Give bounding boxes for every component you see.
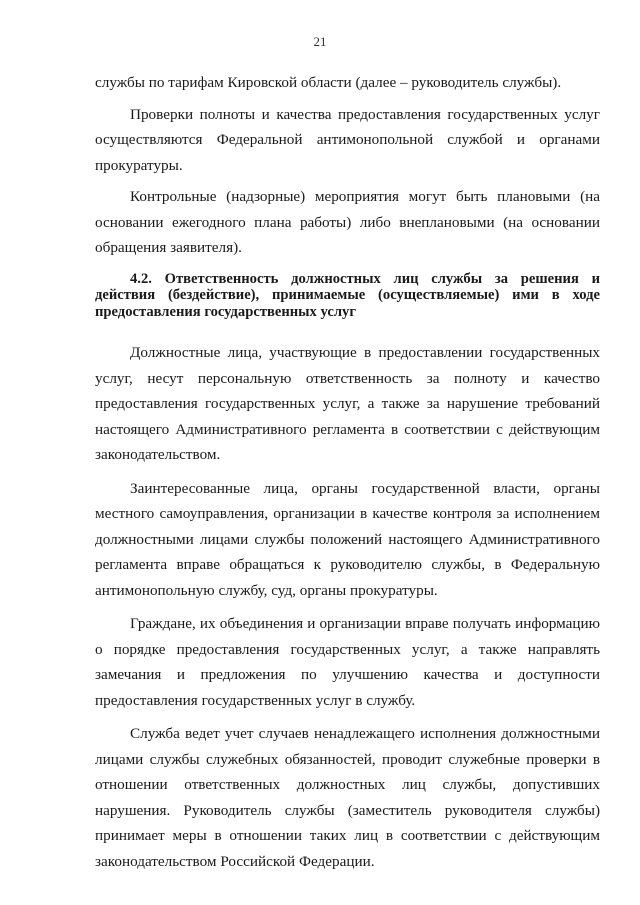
section-heading-4-2: 4.2. Ответственность должностных лиц службы за решения и действия (бездействие), принимаемые (осуществляемые) ими в ходе предоставления государственных услуг xyxy=(95,270,600,320)
paragraph-inspections: Проверки полноты и качества предоставления государственных услуг осуществляются Федеральной антимонопольной службой и органами прокуратуры. xyxy=(95,105,600,174)
paragraph-service-records: Служба ведет учет случаев ненадлежащего исполнения должностными лицами службы служебных обязанностей, проводит служебные проверки в отношении ответственных должностных лиц службы, допустивших нарушения. Руководитель службы (заместитель руководителя службы) принимает меры в отношении таких лиц в соответствии с действующим законодательством Российской Федерации. xyxy=(95,725,600,870)
paragraph-citizens: Граждане, их объединения и организации вправе получать информацию о порядке предоставления государственных услуг, а также направлять замечания и предложения по улучшению качества и доступности предоставления государственных услуг в службу. xyxy=(95,615,600,709)
paragraph-officials-responsibility: Должностные лица, участвующие в предоставлении государственных услуг, несут персональную ответственность за полноту и качество предоставления государственных услуг, а также за нарушение требований настоящего Административного регламента в соответствии с действующим законодательством. xyxy=(95,344,600,463)
page-number: 21 xyxy=(313,34,327,49)
paragraph-interested-parties: Заинтересованные лица, органы государственной власти, органы местного самоуправления, организации в качестве контроля за исполнением должностными лицами службы положений настоящего Административного регламента вправе обращаться к руководителю службы, в Федеральную антимонопольную службу, суд, органы прокуратуры. xyxy=(95,479,600,599)
page-body xyxy=(95,70,600,874)
paragraph-continuation: службы по тарифам Кировской области (далее – руководитель службы). xyxy=(95,74,562,91)
paragraph-control-measures: Контрольные (надзорные) мероприятия могут быть плановыми (на основании ежегодного плана работы) либо внеплановыми (на основании обращения заявителя). xyxy=(95,188,600,256)
